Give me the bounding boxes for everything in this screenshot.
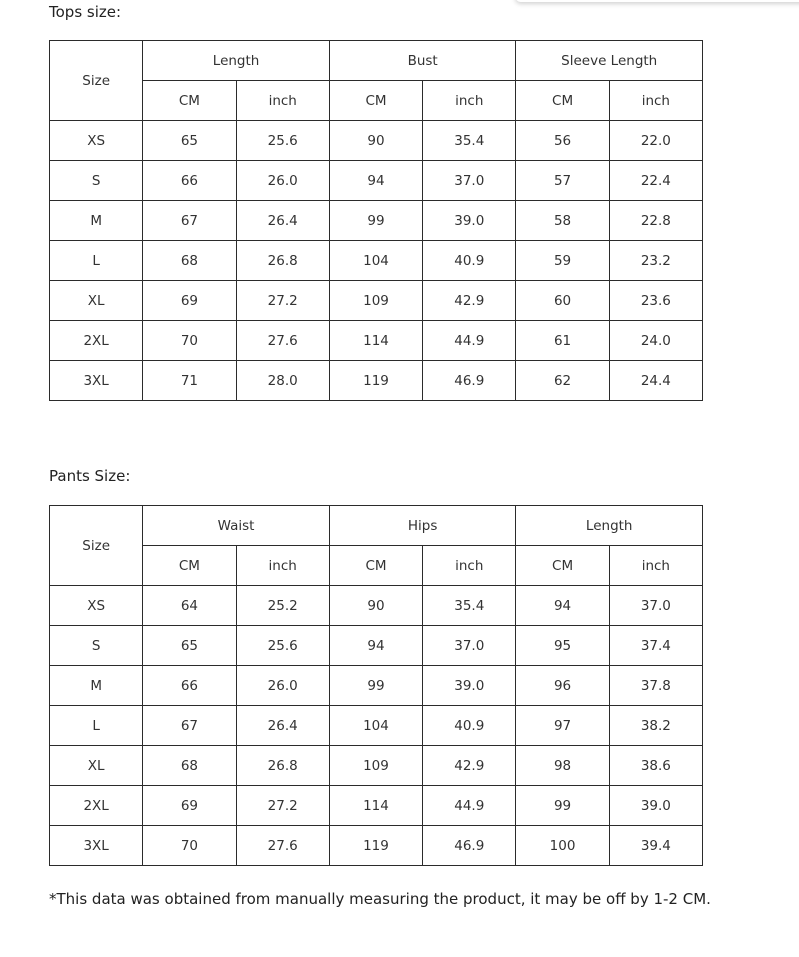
measurement-cell: 94	[516, 586, 609, 626]
measurement-cell: 66	[143, 666, 236, 706]
table-row	[50, 201, 703, 241]
measurement-cell: 46.9	[423, 826, 516, 866]
measurement-cell: 119	[329, 826, 422, 866]
unit-header: CM	[329, 546, 422, 586]
measurement-cell: 40.9	[423, 241, 516, 281]
measurement-cell: 68	[143, 746, 236, 786]
group-header: Bust	[329, 41, 516, 81]
measurement-cell: 98	[516, 746, 609, 786]
measurement-cell: 95	[516, 626, 609, 666]
measurement-cell: 100	[516, 826, 609, 866]
measurement-cell: 104	[329, 706, 422, 746]
size-label-cell: L	[50, 706, 143, 746]
measurement-cell: 24.0	[609, 321, 702, 361]
group-header: Length	[143, 41, 330, 81]
group-header: Length	[516, 506, 703, 546]
unit-header: inch	[236, 81, 329, 121]
measurement-cell: 56	[516, 121, 609, 161]
unit-header: CM	[516, 81, 609, 121]
measurement-cell: 39.0	[609, 786, 702, 826]
unit-header: CM	[516, 546, 609, 586]
unit-header: CM	[143, 81, 236, 121]
size-column-header: Size	[50, 41, 143, 121]
measurement-cell: 27.6	[236, 826, 329, 866]
measurement-cell: 94	[329, 161, 422, 201]
table-row	[50, 746, 703, 786]
measurement-cell: 27.2	[236, 281, 329, 321]
measurement-cell: 65	[143, 626, 236, 666]
measurement-cell: 35.4	[423, 121, 516, 161]
measurement-cell: 69	[143, 281, 236, 321]
pants-size-table	[49, 505, 703, 866]
measurement-cell: 104	[329, 241, 422, 281]
size-label-cell: 3XL	[50, 361, 143, 401]
size-label-cell: 3XL	[50, 826, 143, 866]
measurement-cell: 67	[143, 201, 236, 241]
table-row	[50, 241, 703, 281]
measurement-cell: 64	[143, 586, 236, 626]
measurement-cell: 46.9	[423, 361, 516, 401]
measurement-cell: 39.4	[609, 826, 702, 866]
measurement-cell: 27.6	[236, 321, 329, 361]
measurement-cell: 22.0	[609, 121, 702, 161]
measurement-cell: 57	[516, 161, 609, 201]
measurement-cell: 23.2	[609, 241, 702, 281]
size-label-cell: XS	[50, 121, 143, 161]
measurement-cell: 39.0	[423, 201, 516, 241]
measurement-cell: 27.2	[236, 786, 329, 826]
measurement-cell: 42.9	[423, 746, 516, 786]
table-row	[50, 361, 703, 401]
size-label-cell: M	[50, 666, 143, 706]
top-panel-edge	[515, 0, 799, 2]
measurement-cell: 58	[516, 201, 609, 241]
table-row	[50, 121, 703, 161]
size-label-cell: XS	[50, 586, 143, 626]
measurement-cell: 70	[143, 826, 236, 866]
size-label-cell: XL	[50, 281, 143, 321]
measurement-cell: 42.9	[423, 281, 516, 321]
table-row	[50, 706, 703, 746]
measurement-cell: 119	[329, 361, 422, 401]
measurement-cell: 61	[516, 321, 609, 361]
measurement-cell: 94	[329, 626, 422, 666]
measurement-cell: 62	[516, 361, 609, 401]
measurement-cell: 114	[329, 321, 422, 361]
measurement-cell: 39.0	[423, 666, 516, 706]
measurement-cell: 99	[329, 201, 422, 241]
measurement-cell: 65	[143, 121, 236, 161]
measurement-cell: 97	[516, 706, 609, 746]
measurement-cell: 23.6	[609, 281, 702, 321]
measurement-cell: 38.2	[609, 706, 702, 746]
table-row	[50, 626, 703, 666]
pants-size-title: Pants Size:	[49, 467, 131, 485]
measurement-cell: 25.6	[236, 121, 329, 161]
unit-header: inch	[609, 546, 702, 586]
measurement-cell: 37.0	[423, 626, 516, 666]
tops-size-table	[49, 40, 703, 401]
measurement-footnote: *This data was obtained from manually measuring the product, it may be off by 1-2 CM.	[49, 890, 711, 908]
measurement-cell: 38.6	[609, 746, 702, 786]
table-header-row	[50, 41, 703, 81]
measurement-cell: 26.8	[236, 746, 329, 786]
unit-header: inch	[609, 81, 702, 121]
measurement-cell: 44.9	[423, 786, 516, 826]
measurement-cell: 96	[516, 666, 609, 706]
unit-header: inch	[423, 546, 516, 586]
measurement-cell: 40.9	[423, 706, 516, 746]
measurement-cell: 60	[516, 281, 609, 321]
measurement-cell: 70	[143, 321, 236, 361]
measurement-cell: 37.0	[609, 586, 702, 626]
group-header: Sleeve Length	[516, 41, 703, 81]
unit-header: inch	[423, 81, 516, 121]
unit-header: CM	[143, 546, 236, 586]
measurement-cell: 69	[143, 786, 236, 826]
measurement-cell: 26.4	[236, 201, 329, 241]
measurement-cell: 22.8	[609, 201, 702, 241]
measurement-cell: 68	[143, 241, 236, 281]
measurement-cell: 37.8	[609, 666, 702, 706]
measurement-cell: 37.0	[423, 161, 516, 201]
measurement-cell: 37.4	[609, 626, 702, 666]
table-unit-row	[50, 81, 703, 121]
table-row	[50, 826, 703, 866]
table-row	[50, 586, 703, 626]
measurement-cell: 99	[329, 666, 422, 706]
measurement-cell: 26.8	[236, 241, 329, 281]
measurement-cell: 67	[143, 706, 236, 746]
measurement-cell: 26.0	[236, 161, 329, 201]
measurement-cell: 109	[329, 281, 422, 321]
size-label-cell: M	[50, 201, 143, 241]
group-header: Hips	[329, 506, 516, 546]
table-unit-row	[50, 546, 703, 586]
measurement-cell: 90	[329, 586, 422, 626]
table-row	[50, 786, 703, 826]
size-label-cell: XL	[50, 746, 143, 786]
table-row	[50, 321, 703, 361]
tops-size-title: Tops size:	[49, 3, 122, 21]
measurement-cell: 114	[329, 786, 422, 826]
measurement-cell: 35.4	[423, 586, 516, 626]
measurement-cell: 71	[143, 361, 236, 401]
measurement-cell: 26.4	[236, 706, 329, 746]
table-header-row	[50, 506, 703, 546]
size-label-cell: S	[50, 161, 143, 201]
measurement-cell: 28.0	[236, 361, 329, 401]
size-label-cell: 2XL	[50, 321, 143, 361]
table-row	[50, 281, 703, 321]
measurement-cell: 25.6	[236, 626, 329, 666]
size-label-cell: 2XL	[50, 786, 143, 826]
measurement-cell: 90	[329, 121, 422, 161]
measurement-cell: 66	[143, 161, 236, 201]
size-column-header: Size	[50, 506, 143, 586]
measurement-cell: 22.4	[609, 161, 702, 201]
table-row	[50, 161, 703, 201]
measurement-cell: 109	[329, 746, 422, 786]
unit-header: inch	[236, 546, 329, 586]
measurement-cell: 26.0	[236, 666, 329, 706]
unit-header: CM	[329, 81, 422, 121]
table-row	[50, 666, 703, 706]
group-header: Waist	[143, 506, 330, 546]
measurement-cell: 59	[516, 241, 609, 281]
size-label-cell: L	[50, 241, 143, 281]
size-label-cell: S	[50, 626, 143, 666]
measurement-cell: 99	[516, 786, 609, 826]
measurement-cell: 25.2	[236, 586, 329, 626]
measurement-cell: 44.9	[423, 321, 516, 361]
measurement-cell: 24.4	[609, 361, 702, 401]
